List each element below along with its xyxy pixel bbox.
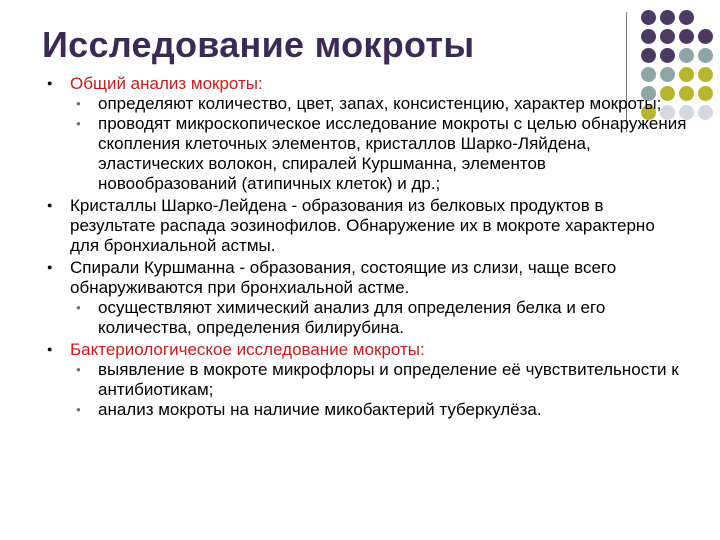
list-item — [47, 196, 687, 256]
sub-list-item — [70, 114, 687, 194]
decor-dot — [698, 86, 713, 101]
list-item-text: Спирали Куршманна - образования, состоящие из слизи, чаще всего обнаруживаются при бронхиальной астме. — [70, 258, 617, 297]
bullet-icon: ● — [76, 365, 81, 374]
sub-list-item-text: выявление в мокроте микрофлоры и определение её чувствительности к антибиотикам; — [98, 360, 679, 399]
list-item-text: Бактериологическое исследование мокроты: — [70, 340, 425, 359]
decor-dot — [660, 29, 675, 44]
list-item — [47, 340, 687, 420]
list-item — [47, 74, 687, 194]
decor-dot — [679, 48, 694, 63]
sub-list-item-text: осуществляют химический анализ для определения белка и его количества, определения билирубина. — [98, 298, 606, 337]
sub-list-item-text: анализ мокроты на наличие микобактерий туберкулёза. — [98, 400, 542, 419]
bullet-icon: ● — [76, 303, 81, 312]
slide-content — [47, 74, 687, 420]
decor-dot — [641, 29, 656, 44]
decor-dot — [698, 67, 713, 82]
bullet-icon: ● — [47, 344, 53, 354]
decor-dot — [660, 48, 675, 63]
sub-list-item-text: проводят микроскопическое исследование мокроты с целью обнаружения скопления клеточных элементов, кристаллов Шарко-Ляйдена, эластических волокон, спиралей Куршманна, элементов новообразований (атипичных клеток) и др.; — [98, 114, 687, 193]
decor-dot — [641, 10, 656, 25]
bullet-icon: ● — [76, 119, 81, 128]
sub-list-item-text: определяют количество, цвет, запах, консистенцию, характер мокроты; — [98, 94, 662, 113]
sub-list-item — [70, 298, 687, 338]
decor-dot — [679, 29, 694, 44]
decor-dot — [698, 105, 713, 120]
list-item-text: Общий анализ мокроты: — [70, 74, 263, 93]
bullet-icon: ● — [47, 200, 53, 210]
slide-title: Исследование мокроты — [42, 24, 475, 65]
decor-dot — [641, 48, 656, 63]
decor-dot — [698, 48, 713, 63]
decor-dot — [698, 29, 713, 44]
bullet-icon: ● — [47, 78, 53, 88]
sub-list-item — [70, 400, 687, 420]
list-item — [47, 258, 687, 338]
bullet-icon: ● — [76, 99, 81, 108]
decor-dot — [679, 10, 694, 25]
list-item-text: Кристаллы Шарко-Лейдена - образования из белковых продуктов в результате распада эозинофилов. Обнаружение их в мокроте характерно для бронхиальной астмы. — [70, 196, 655, 255]
decor-dot — [660, 10, 675, 25]
sub-list-item — [70, 94, 687, 114]
sub-list-item — [70, 360, 687, 400]
bullet-icon: ● — [76, 405, 81, 414]
bullet-icon: ● — [47, 262, 53, 272]
